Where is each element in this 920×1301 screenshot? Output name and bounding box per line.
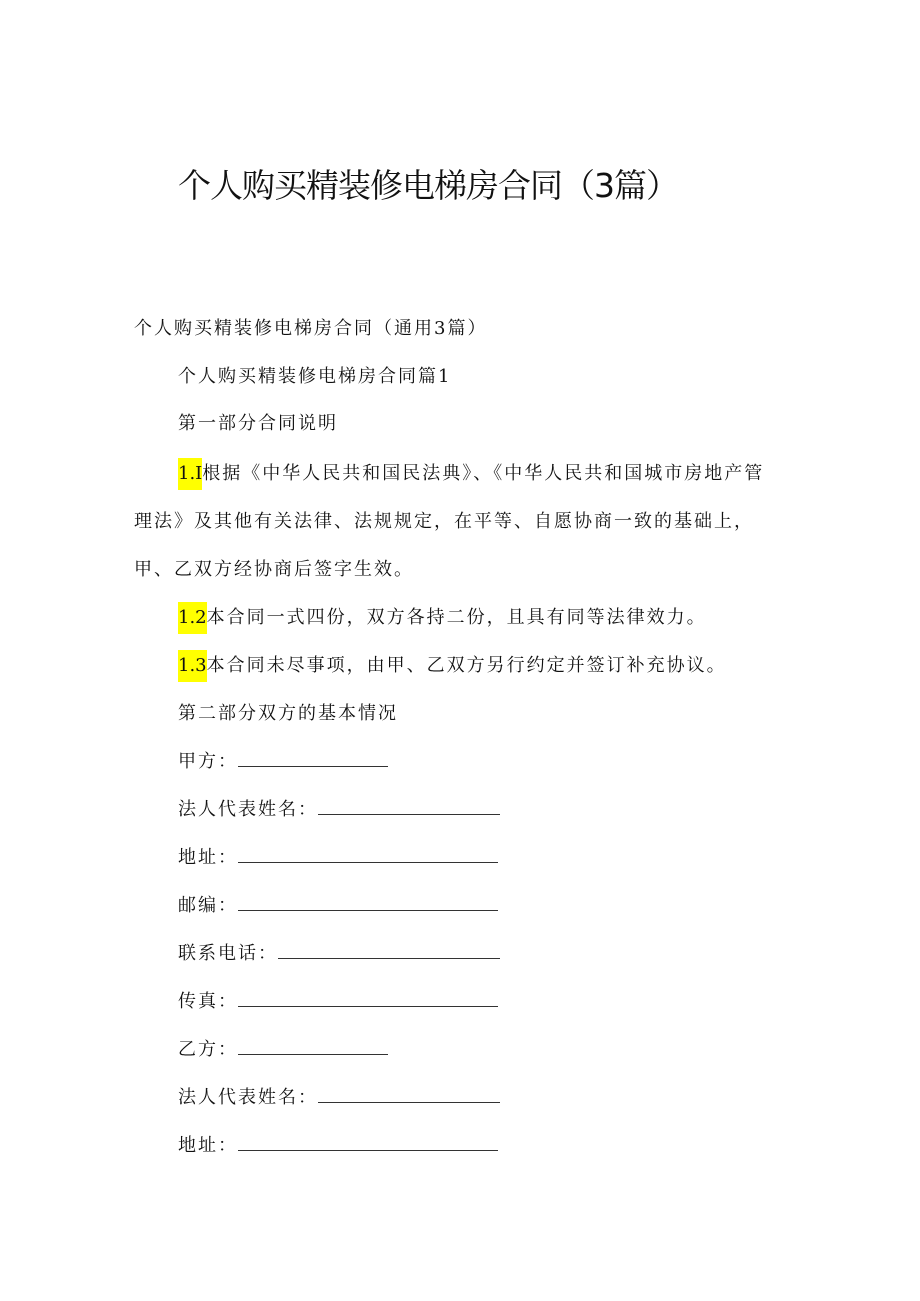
part2-heading: 第二部分双方的基本情况 — [178, 703, 398, 724]
clause-1-3-text: 本合同未尽事项，由甲、乙双方另行约定并签订补充协议。 — [206, 655, 727, 676]
fill-in-blank[interactable] — [238, 846, 498, 863]
clause-1-1-text-line3: 甲、乙双方经协商后签字生效。 — [134, 559, 414, 580]
clause-1-1-number: 1.I — [178, 458, 202, 490]
fill-in-blank[interactable] — [278, 942, 500, 959]
field-party-a-legal-rep — [178, 798, 500, 822]
part1-heading: 第一部分合同说明 — [178, 413, 338, 434]
fill-in-blank[interactable] — [318, 1086, 500, 1103]
clause-1-2-text: 本合同一式四份，双方各持二份，且具有同等法律效力。 — [206, 607, 707, 628]
field-label: 地址： — [178, 847, 238, 868]
clause-1-1-text-line2: 理法》及其他有关法律、法规规定，在平等、自愿协商一致的基础上， — [134, 511, 754, 532]
fill-in-blank[interactable] — [238, 990, 498, 1007]
clause-1-2 — [178, 606, 707, 630]
field-party-a — [178, 750, 388, 774]
field-label: 法人代表姓名： — [178, 1087, 318, 1108]
clause-1-3-number: 1.3 — [178, 650, 207, 682]
clause-1-2-number: 1.2 — [178, 602, 207, 634]
field-party-b-legal-rep — [178, 1086, 500, 1110]
document-subtitle: 个人购买精装修电梯房合同（通用3篇） — [134, 318, 488, 339]
fill-in-blank[interactable] — [238, 750, 388, 767]
document-title: 个人购买精装修电梯房合同（3篇） — [178, 166, 678, 205]
chapter-heading: 个人购买精装修电梯房合同篇1 — [178, 366, 452, 387]
fill-in-blank[interactable] — [238, 1134, 498, 1151]
field-party-a-phone — [178, 942, 500, 966]
clause-1-3 — [178, 654, 727, 678]
field-party-a-postcode — [178, 894, 498, 918]
fill-in-blank[interactable] — [238, 1038, 388, 1055]
field-label: 甲方： — [178, 751, 238, 772]
field-label: 法人代表姓名： — [178, 799, 318, 820]
fill-in-blank[interactable] — [238, 894, 498, 911]
clause-1-1-line1 — [178, 462, 764, 486]
field-label: 传真： — [178, 991, 238, 1012]
field-label: 乙方： — [178, 1039, 238, 1060]
fill-in-blank[interactable] — [318, 798, 500, 815]
field-party-b-address — [178, 1134, 498, 1158]
clause-1-1-text-line1: 根据《中华人民共和国民法典》、《中华人民共和国城市房地产管 — [202, 463, 765, 484]
field-party-a-address — [178, 846, 498, 870]
field-label: 邮编： — [178, 895, 238, 916]
field-label: 地址： — [178, 1135, 238, 1156]
field-label: 联系电话： — [178, 943, 278, 964]
field-party-b — [178, 1038, 388, 1062]
field-party-a-fax — [178, 990, 498, 1014]
